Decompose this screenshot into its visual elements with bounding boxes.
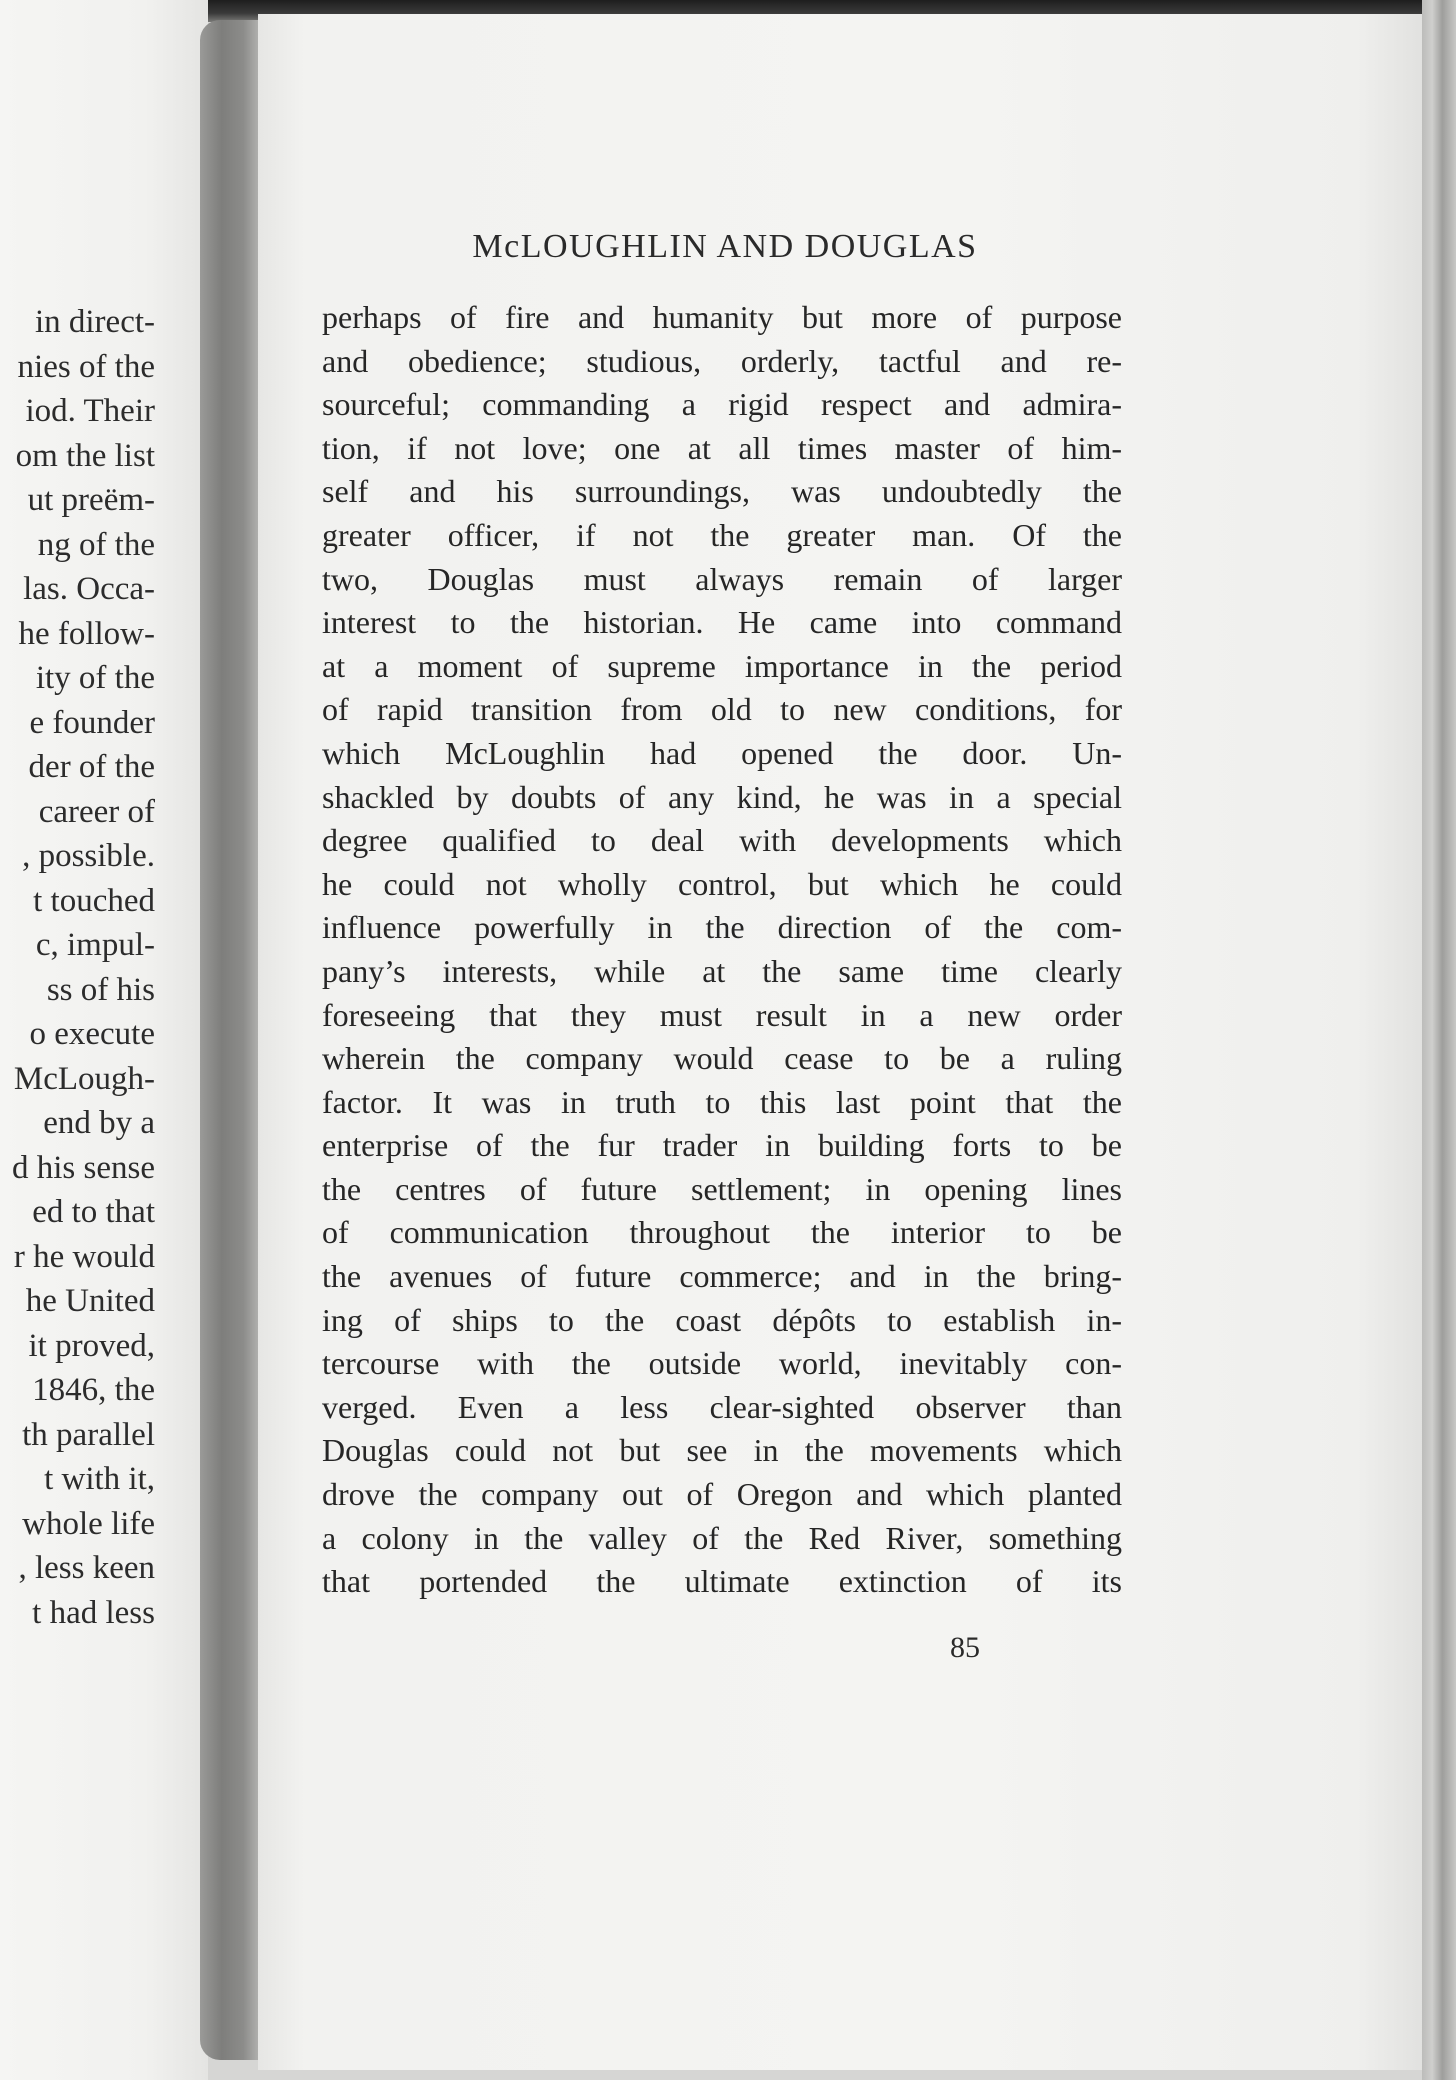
left-page-line: t with it, <box>44 1461 155 1497</box>
book-gutter <box>200 20 262 2060</box>
left-page-line: o execute <box>29 1016 155 1052</box>
text-line: enterprise of the fur trader in building forts to be <box>322 1127 1122 1164</box>
text-line: drove the company out of Oregon and which planted <box>322 1476 1122 1513</box>
left-page-line: r he would <box>13 1238 155 1275</box>
text-line: perhaps of fire and humanity but more of purpose <box>322 299 1122 335</box>
text-line: the avenues of future commerce; and in the bring- <box>322 1258 1122 1295</box>
body-text <box>322 296 1122 1604</box>
text-line: factor. It was in truth to this last point that the <box>322 1083 1122 1120</box>
text-line: the centres of future settlement; in opening lines <box>322 1170 1122 1207</box>
text-line: interest to the historian. He came into command <box>322 604 1122 641</box>
text-line: he could not wholly control, but which he could <box>322 865 1122 902</box>
text-line: which McLoughlin had opened the door. Un- <box>322 734 1122 771</box>
left-page-line: t touched <box>33 882 155 919</box>
left-page-line: ed to that <box>32 1194 155 1230</box>
left-page-line: career of <box>38 793 155 830</box>
running-head: McLOUGHLIN AND DOUGLAS <box>472 228 978 265</box>
left-page-line: e founder <box>29 704 155 741</box>
text-line: verged. Even a less clear-sighted observer than <box>322 1388 1122 1425</box>
text-line: sourceful; commanding a rigid respect and admira- <box>322 386 1122 423</box>
text-line: pany’s interests, while at the same time clearly <box>322 952 1122 989</box>
page-number: 85 <box>950 1631 980 1664</box>
left-page-line: McLough- <box>13 1060 155 1097</box>
text-line: self and his surroundings, was undoubtedly the <box>322 473 1122 510</box>
text-line: tercourse with the outside world, inevitably con- <box>322 1345 1122 1382</box>
left-page-line: ng of the <box>37 526 155 563</box>
left-page-line: ity of the <box>35 660 155 696</box>
text-line: Douglas could not but see in the movements which <box>322 1432 1122 1469</box>
left-page-line: ss of his <box>46 971 155 1008</box>
text-line: and obedience; studious, orderly, tactful and re- <box>322 342 1122 379</box>
text-line: that portended the ultimate extinction of its <box>322 1563 1122 1600</box>
left-page-line: 1846, the <box>32 1372 155 1408</box>
page-edge <box>1422 0 1456 2080</box>
left-page <box>0 0 208 2080</box>
text-line: tion, if not love; one at all times master of him- <box>322 429 1122 466</box>
left-page-text <box>0 300 155 1635</box>
left-page-line: t had less <box>32 1594 155 1631</box>
left-page-line: c, impul- <box>35 927 155 963</box>
text-line: foreseeing that they must result in a new order <box>322 996 1122 1033</box>
text-line: wherein the company would cease to be a ruling <box>322 1040 1122 1077</box>
left-page-line: th parallel <box>22 1416 155 1453</box>
text-line: influence powerfully in the direction of the com- <box>322 909 1122 946</box>
left-page-line: ut preëm- <box>27 482 155 518</box>
left-page-line: in direct- <box>34 304 155 340</box>
text-line: shackled by doubts of any kind, he was in a special <box>322 778 1122 815</box>
left-page-line: , less keen <box>18 1550 155 1586</box>
text-line: a colony in the valley of the Red River, something <box>322 1519 1122 1556</box>
left-page-line: he follow- <box>18 615 155 652</box>
text-line: of rapid transition from old to new conditions, for <box>322 691 1122 728</box>
text-line: ing of ships to the coast dépôts to establish in- <box>322 1301 1122 1338</box>
text-line: greater officer, if not the greater man. Of the <box>322 516 1122 553</box>
left-page-line: he United <box>25 1283 155 1319</box>
left-page-line: it proved, <box>28 1327 155 1364</box>
text-line: two, Douglas must always remain of larger <box>322 560 1122 597</box>
left-page-line: end by a <box>43 1105 155 1141</box>
left-page-line: iod. Their <box>25 393 155 429</box>
left-page-line: d his sense <box>12 1149 155 1186</box>
left-page-line: nies of the <box>17 348 155 385</box>
left-page-line: whole life <box>22 1505 155 1542</box>
left-page-line: der of the <box>28 749 155 785</box>
text-line: of communication throughout the interior to be <box>322 1214 1122 1251</box>
text-line: degree qualified to deal with developments which <box>322 822 1122 859</box>
left-page-line: , possible. <box>22 838 155 874</box>
left-page-line: las. Occa- <box>23 571 155 607</box>
left-page-line: om the list <box>15 437 155 474</box>
text-line: at a moment of supreme importance in the period <box>322 647 1122 684</box>
